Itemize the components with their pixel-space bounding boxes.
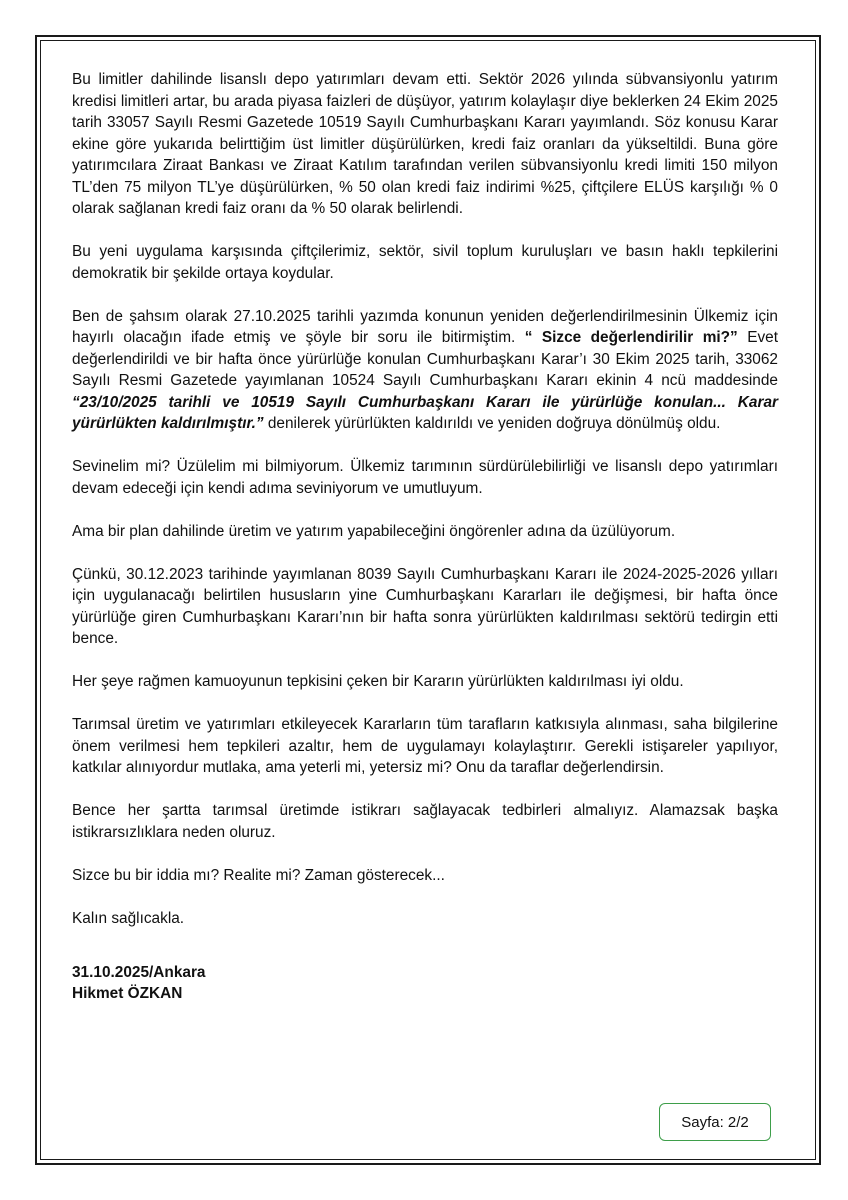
paragraph-1: Bu limitler dahilinde lisanslı depo yatırımları devam etti. Sektör 2026 yılında sübvansiyonlu yatırım kredisi limitleri artar, bu arada piyasa faizleri de düşüyor, yatırım kolaylaşır diye beklerken 24 Ekim 2025 tarih 33057 Sayılı Resmi Gazetede 10519 Sayılı Cumhurbaşkanı Kararı yayımlandı. Söz konusu Karar ekine göre yukarıda belirttiğim üst limitler düşürülürken, kredi faiz oranları da yükseltildi. Buna göre yatırımcılara Ziraat Bankası ve Ziraat Katılım tarafından verilen sübvansiyonlu kredi limiti 150 milyon TL’den 75 milyon TL’ye düşürülürken, % 50 olan kredi faiz indirimi %25, çiftçilere ELÜS karşılığı % 0 olarak sağlanan kredi faiz oranı da % 50 olarak belirlendi. bbox=[72, 71, 778, 217]
signature-date-place: 31.10.2025/Ankara bbox=[72, 964, 206, 981]
paragraph-5: Ama bir plan dahilinde üretim ve yatırım yapabileceğini öngörenler adına da üzülüyorum. bbox=[72, 522, 676, 540]
paragraph-7: Her şeye rağmen kamuoyunun tepkisini çeken bir Kararın yürürlükten kaldırılması iyi oldu. bbox=[72, 673, 684, 690]
signature-block bbox=[72, 962, 778, 1004]
paragraph-3-intro: Ben de şahsım olarak 27.10.2025 tarihli yazımda konunun yeniden değerlendirilmesinin Ülkemiz için hayırlı olacağın ifade etmiş ve şöyle bir soru ile bitirmiştim. bbox=[72, 307, 778, 346]
paragraph-11: Kalın sağlıcakla. bbox=[72, 909, 185, 927]
paragraph-8: Tarımsal üretim ve yatırımları etkileyecek Kararların tüm tarafların katkısıyla alınması, saha bilgilerine önem verilmesi hem tepkileri azaltır, hem de uygulamayı kolaylaştırır. Gerekli istişareler yapılıyor, katkılar alınıyordur mutlaka, ama yeterli mi, yetersiz mi? Onu da taraflar değerlendirsin. bbox=[72, 716, 778, 776]
paragraph-4: Sevinelim mi? Üzülelim mi bilmiyorum. Ülkemiz tarımının sürdürülebilirliği ve lisanslı depo yatırımları devam edeceği için kendi adıma seviniyorum ve umutluyum. bbox=[72, 458, 778, 497]
paragraph-2: Bu yeni uygulama karşısında çiftçilerimiz, sektör, sivil toplum kuruluşları ve basın haklı tepkilerini demokratik bir şekilde ortaya koydular. bbox=[72, 243, 778, 282]
paragraph-3 bbox=[72, 306, 778, 435]
paragraph-6: Çünkü, 30.12.2023 tarihinde yayımlanan 8039 Sayılı Cumhurbaşkanı Kararı ile 2024-2025-2026 yılları için uygulanacağı belirtilen hususların yine Cumhurbaşkanı Kararları ile değişmesi, bir hafta önce yürürlüğe giren Cumhurbaşkanı Kararı’nın bir hafta sonra yürürlükten kaldırılması sektörü tedirgin etti bence. bbox=[72, 565, 778, 647]
page-number-box bbox=[659, 1103, 771, 1141]
paragraph-10: Sizce bu bir iddia mı? Realite mi? Zaman gösterecek... bbox=[72, 866, 445, 884]
letter-body bbox=[72, 69, 778, 1004]
page-number-label: Sayfa: 2/2 bbox=[681, 1113, 749, 1131]
paragraph-3-quote: “23/10/2025 tarihli ve 10519 Sayılı Cumhurbaşkanı Kararı ile yürürlüğe konulan... Karar yürürlükten kaldırılmıştır.” bbox=[72, 393, 778, 432]
paragraph-3-end: denilerek yürürlükten kaldırıldı ve yeniden doğruya dönülmüş oldu. bbox=[263, 415, 721, 432]
paragraph-3-question: “ Sizce değerlendirilir mi?” bbox=[524, 329, 738, 346]
paragraph-9: Bence her şartta tarımsal üretimde istikrarı sağlayacak tedbirleri almalıyız. Alamazsak başka istikrarsızlıklara neden oluruz. bbox=[72, 802, 778, 841]
paragraph-3-middle: Evet değerlendirildi ve bir hafta önce yürürlüğe konulan Cumhurbaşkanı Karar’ı 30 Ekim 2025 tarih, 33062 Sayılı Resmi Gazetede yayımlanan 10524 Sayılı Cumhurbaşkanı Kararı ekinin 4 ncü maddesinde bbox=[72, 329, 778, 389]
signature-author: Hikmet ÖZKAN bbox=[72, 985, 183, 1002]
